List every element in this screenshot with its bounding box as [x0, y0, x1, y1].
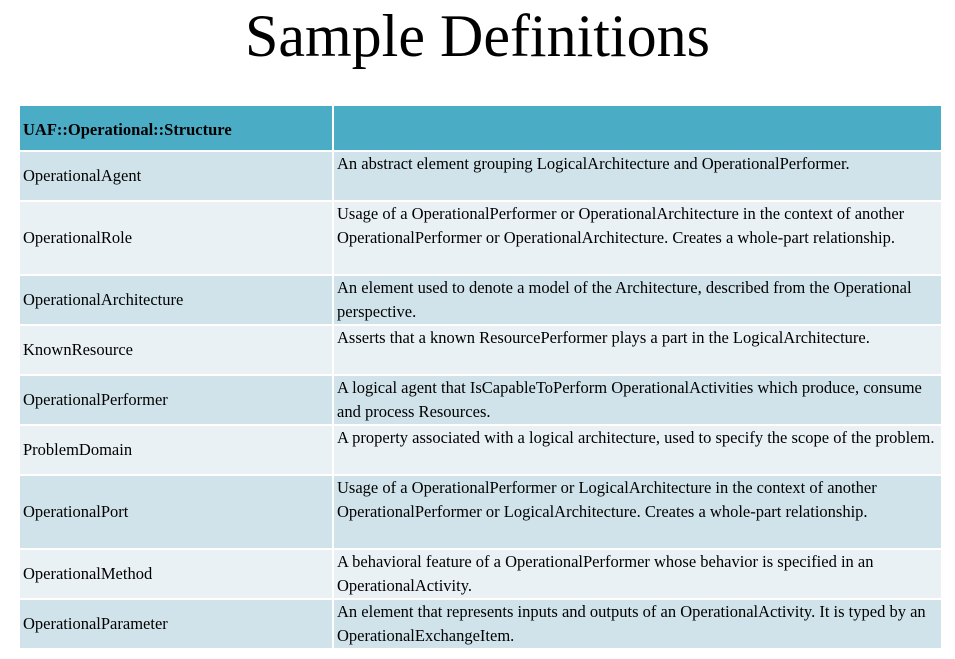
description-cell: An element that represents inputs and outputs of an OperationalActivity. It is typed by an OperationalExchangeItem. — [333, 599, 942, 649]
description-cell: A property associated with a logical architecture, used to specify the scope of the problem. — [333, 425, 942, 475]
description-cell: Asserts that a known ResourcePerformer plays a part in the LogicalArchitecture. — [333, 325, 942, 375]
table-row — [19, 151, 942, 201]
table-row — [19, 201, 942, 275]
table-header-description — [333, 105, 942, 151]
term-cell: OperationalParameter — [19, 599, 333, 649]
table-header-term: UAF::Operational::Structure — [19, 105, 333, 151]
term-cell: OperationalMethod — [19, 549, 333, 599]
table-row — [19, 599, 942, 649]
table-row — [19, 375, 942, 425]
description-cell: A behavioral feature of a OperationalPerformer whose behavior is specified in an OperationalActivity. — [333, 549, 942, 599]
table-header-row — [19, 105, 942, 151]
description-cell: Usage of a OperationalPerformer or LogicalArchitecture in the context of another OperationalPerformer or LogicalArchitecture. Creates a whole-part relationship. — [333, 475, 942, 549]
term-cell: ProblemDomain — [19, 425, 333, 475]
description-cell: An abstract element grouping LogicalArchitecture and OperationalPerformer. — [333, 151, 942, 201]
table-row — [19, 325, 942, 375]
table-row — [19, 275, 942, 325]
table-row — [19, 475, 942, 549]
term-cell: OperationalAgent — [19, 151, 333, 201]
description-cell: A logical agent that IsCapableToPerform OperationalActivities which produce, consume and process Resources. — [333, 375, 942, 425]
slide-title: Sample Definitions — [245, 3, 710, 69]
term-cell: KnownResource — [19, 325, 333, 375]
term-cell: OperationalRole — [19, 201, 333, 275]
description-cell: An element used to denote a model of the Architecture, described from the Operational perspective. — [333, 275, 942, 325]
table-row — [19, 425, 942, 475]
term-cell: OperationalPerformer — [19, 375, 333, 425]
description-cell: Usage of a OperationalPerformer or OperationalArchitecture in the context of another OperationalPerformer or OperationalArchitecture. Creates a whole-part relationship. — [333, 201, 942, 275]
table-row — [19, 549, 942, 599]
term-cell: OperationalArchitecture — [19, 275, 333, 325]
term-cell: OperationalPort — [19, 475, 333, 549]
definitions-table — [18, 104, 943, 650]
